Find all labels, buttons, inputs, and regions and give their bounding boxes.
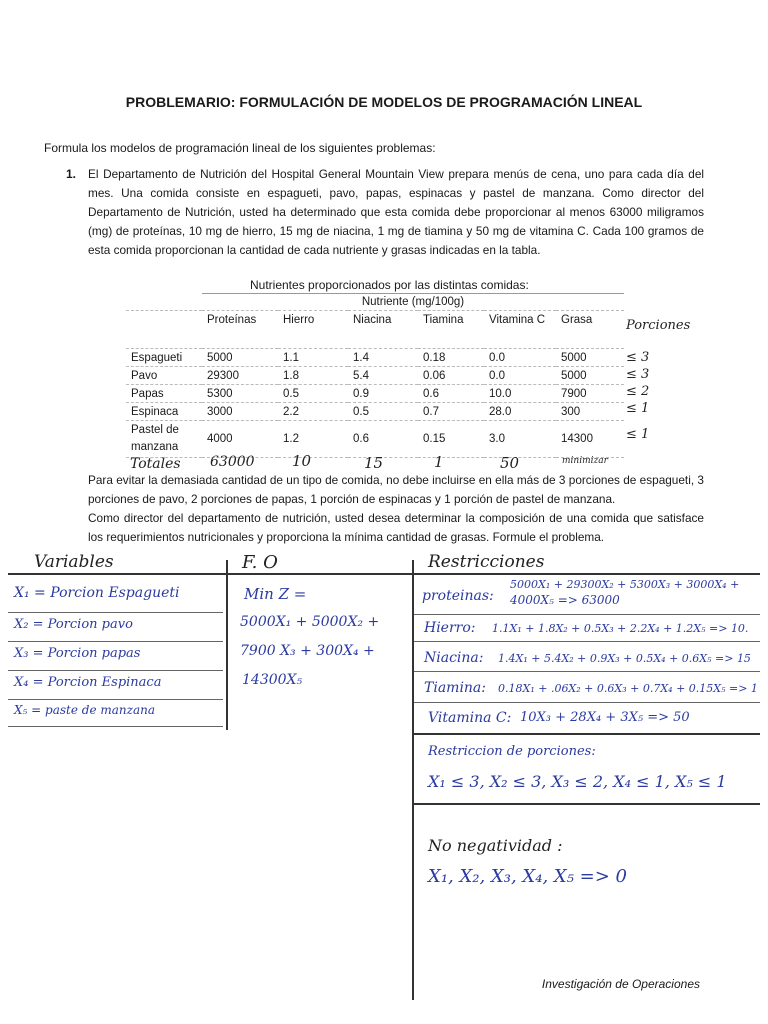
- totals-label: Totales: [130, 456, 181, 472]
- cell: 3.0: [484, 421, 556, 458]
- table-row: [126, 367, 624, 385]
- variable-def: X₃ = Porcion papas: [14, 646, 141, 661]
- variables-header: Variables: [34, 552, 114, 572]
- cell: 0.5: [278, 385, 348, 403]
- grid-line: [8, 726, 223, 727]
- cell: 0.5: [348, 403, 418, 421]
- row-label: Espagueti: [126, 349, 202, 367]
- portion-limit: ≤ 2: [626, 384, 650, 399]
- col-header: Niacina: [348, 311, 418, 349]
- fo-header: F. O: [242, 552, 278, 573]
- cell: 0.9: [348, 385, 418, 403]
- restriction-label: proteinas:: [422, 588, 494, 604]
- table-caption: Nutrientes proporcionados por las distintas comidas:: [250, 278, 529, 292]
- total-value: 1: [434, 453, 444, 471]
- cell: 0.0: [484, 349, 556, 367]
- problem-number: 1.: [66, 167, 77, 181]
- col-header: Vitamina C: [484, 311, 556, 349]
- portions-title: Restriccion de porciones:: [428, 744, 596, 759]
- restriction-expr: 4000X₅ => 63000: [510, 593, 620, 607]
- cell: 14300: [556, 421, 624, 458]
- variable-def: X₁ = Porcion Espagueti: [14, 585, 180, 601]
- grid-line: [414, 803, 760, 805]
- objective-text: Como director del departamento de nutrición, usted desea determinar la composición de una comida que satisface los requerimientos nutricionales y proporciona la mínima cantidad de grasas. Formule el problema.: [88, 511, 704, 544]
- grid-line: [8, 670, 223, 671]
- restriction-label: Vitamina C:: [428, 710, 512, 726]
- cell: 1.1: [278, 349, 348, 367]
- cell: 5000: [202, 349, 278, 367]
- intro-text: Formula los modelos de programación lineal de los siguientes problemas:: [44, 141, 436, 155]
- footer: Investigación de Operaciones: [541, 977, 700, 991]
- restriction-label: Niacina:: [424, 650, 484, 666]
- cell: 0.06: [418, 367, 484, 385]
- cell: 0.0: [484, 367, 556, 385]
- cell: 0.18: [418, 349, 484, 367]
- cell: 7900: [556, 385, 624, 403]
- total-value: 63000: [210, 454, 255, 470]
- minimize-note: minimizar: [562, 456, 608, 466]
- row-label: Papas: [126, 385, 202, 403]
- cell: 300: [556, 403, 624, 421]
- cell: 2.2: [278, 403, 348, 421]
- restriction-label: Hierro:: [424, 620, 476, 636]
- variable-def: X₄ = Porcion Espinaca: [14, 675, 162, 690]
- restrictions-header: Restricciones: [428, 552, 545, 572]
- group-header: Nutriente (mg/100g): [202, 294, 624, 311]
- restriction-expr: 5000X₁ + 29300X₂ + 5300X₃ + 3000X₄ +: [510, 578, 740, 591]
- fo-line: 14300X₅: [242, 672, 303, 688]
- problem-statement: El Departamento de Nutrición del Hospital General Mountain View prepara menús de cena, uno para cada día del mes. Una comida consiste en espagueti, pavo, papas, espinacas y pastel de manzana. Como director del Departamento de Nutrición, usted ha determinado que esta comida debe proporcionar al menos 63000 miligramos (mg) de proteínas, 10 mg de hierro, 15 mg de niacina, 1 mg de tiamina y 50 mg de vitamina C. Cada 100 gramos de esta comida proporcionan la cantidad de cada nutriente y grasas indicadas en la tabla.: [88, 167, 704, 257]
- restriction-expr: 1.1X₁ + 1.8X₂ + 0.5X₃ + 2.2X₄ + 1.2X₅ => 10.: [492, 622, 749, 635]
- col-header: Hierro: [278, 311, 348, 349]
- nonneg-line: X₁, X₂, X₃, X₄, X₅ => 0: [428, 866, 627, 887]
- cell: 0.15: [418, 421, 484, 458]
- table-row: [126, 421, 624, 458]
- grid-line: [8, 612, 223, 613]
- fo-line: 7900 X₃ + 300X₄ +: [240, 643, 375, 659]
- grid-line: [412, 560, 414, 1000]
- col-header: Tiamina: [418, 311, 484, 349]
- cell: 0.7: [418, 403, 484, 421]
- cell: 29300: [202, 367, 278, 385]
- cell: 5.4: [348, 367, 418, 385]
- grid-line: [414, 614, 760, 615]
- portion-limit: ≤ 1: [626, 401, 650, 416]
- cell: 28.0: [484, 403, 556, 421]
- portion-limit: ≤ 1: [626, 427, 650, 442]
- table-row: [126, 349, 624, 367]
- cell: 0.6: [418, 385, 484, 403]
- col-header: Proteínas: [202, 311, 278, 349]
- row-label: Pastel de manzana: [126, 421, 202, 458]
- grid-line: [8, 573, 760, 575]
- cell: 5000: [556, 349, 624, 367]
- cell: 10.0: [484, 385, 556, 403]
- grid-line: [414, 671, 760, 672]
- variable-def: X₅ = paste de manzana: [14, 703, 155, 717]
- table-row: [126, 385, 624, 403]
- fo-line: Min Z =: [244, 585, 307, 603]
- nutrient-table: [126, 293, 624, 458]
- cell: 4000: [202, 421, 278, 458]
- grid-line: [226, 560, 228, 730]
- cell: 1.2: [278, 421, 348, 458]
- grid-line: [414, 733, 760, 735]
- grid-line: [8, 641, 223, 642]
- total-value: 15: [364, 454, 384, 472]
- portions-line: X₁ ≤ 3, X₂ ≤ 3, X₃ ≤ 2, X₄ ≤ 1, X₅ ≤ 1: [428, 772, 727, 791]
- restriction-expr: 1.4X₁ + 5.4X₂ + 0.9X₃ + 0.5X₄ + 0.6X₅ => 15: [498, 652, 751, 665]
- grid-line: [8, 699, 223, 700]
- col-header: Grasa: [556, 311, 624, 349]
- portion-limits-text: Para evitar la demasiada cantidad de un tipo de comida, no debe incluirse en ella más de 3 porciones de espagueti, 3 porciones de pavo, 2 porciones de papas, 1 porción de espinacas y 1 porción de pastel de manzana.: [88, 473, 704, 506]
- cell: 3000: [202, 403, 278, 421]
- portions-header: Porciones: [626, 318, 691, 333]
- row-label: Espinaca: [126, 403, 202, 421]
- page-title: PROBLEMARIO: FORMULACIÓN DE MODELOS DE PROGRAMACIÓN LINEAL: [125, 94, 643, 110]
- cell: 1.4: [348, 349, 418, 367]
- portion-paragraph: [88, 471, 704, 547]
- restriction-label: Tiamina:: [424, 680, 486, 696]
- fo-line: 5000X₁ + 5000X₂ +: [240, 614, 380, 630]
- grid-line: [414, 641, 760, 642]
- table-row: [126, 403, 624, 421]
- grid-line: [414, 702, 760, 703]
- restriction-expr: 10X₃ + 28X₄ + 3X₅ => 50: [520, 710, 690, 725]
- variable-def: X₂ = Porcion pavo: [14, 617, 133, 632]
- restriction-expr: 0.18X₁ + .06X₂ + 0.6X₃ + 0.7X₄ + 0.15X₅ => 1: [498, 682, 758, 695]
- portion-limit: ≤ 3: [626, 350, 650, 365]
- total-value: 50: [500, 454, 520, 472]
- cell: 5000: [556, 367, 624, 385]
- total-value: 10: [292, 452, 312, 470]
- cell: 1.8: [278, 367, 348, 385]
- nonneg-title: No negatividad :: [428, 836, 563, 855]
- cell: 0.6: [348, 421, 418, 458]
- cell: 5300: [202, 385, 278, 403]
- portion-limit: ≤ 3: [626, 367, 650, 382]
- row-label: Pavo: [126, 367, 202, 385]
